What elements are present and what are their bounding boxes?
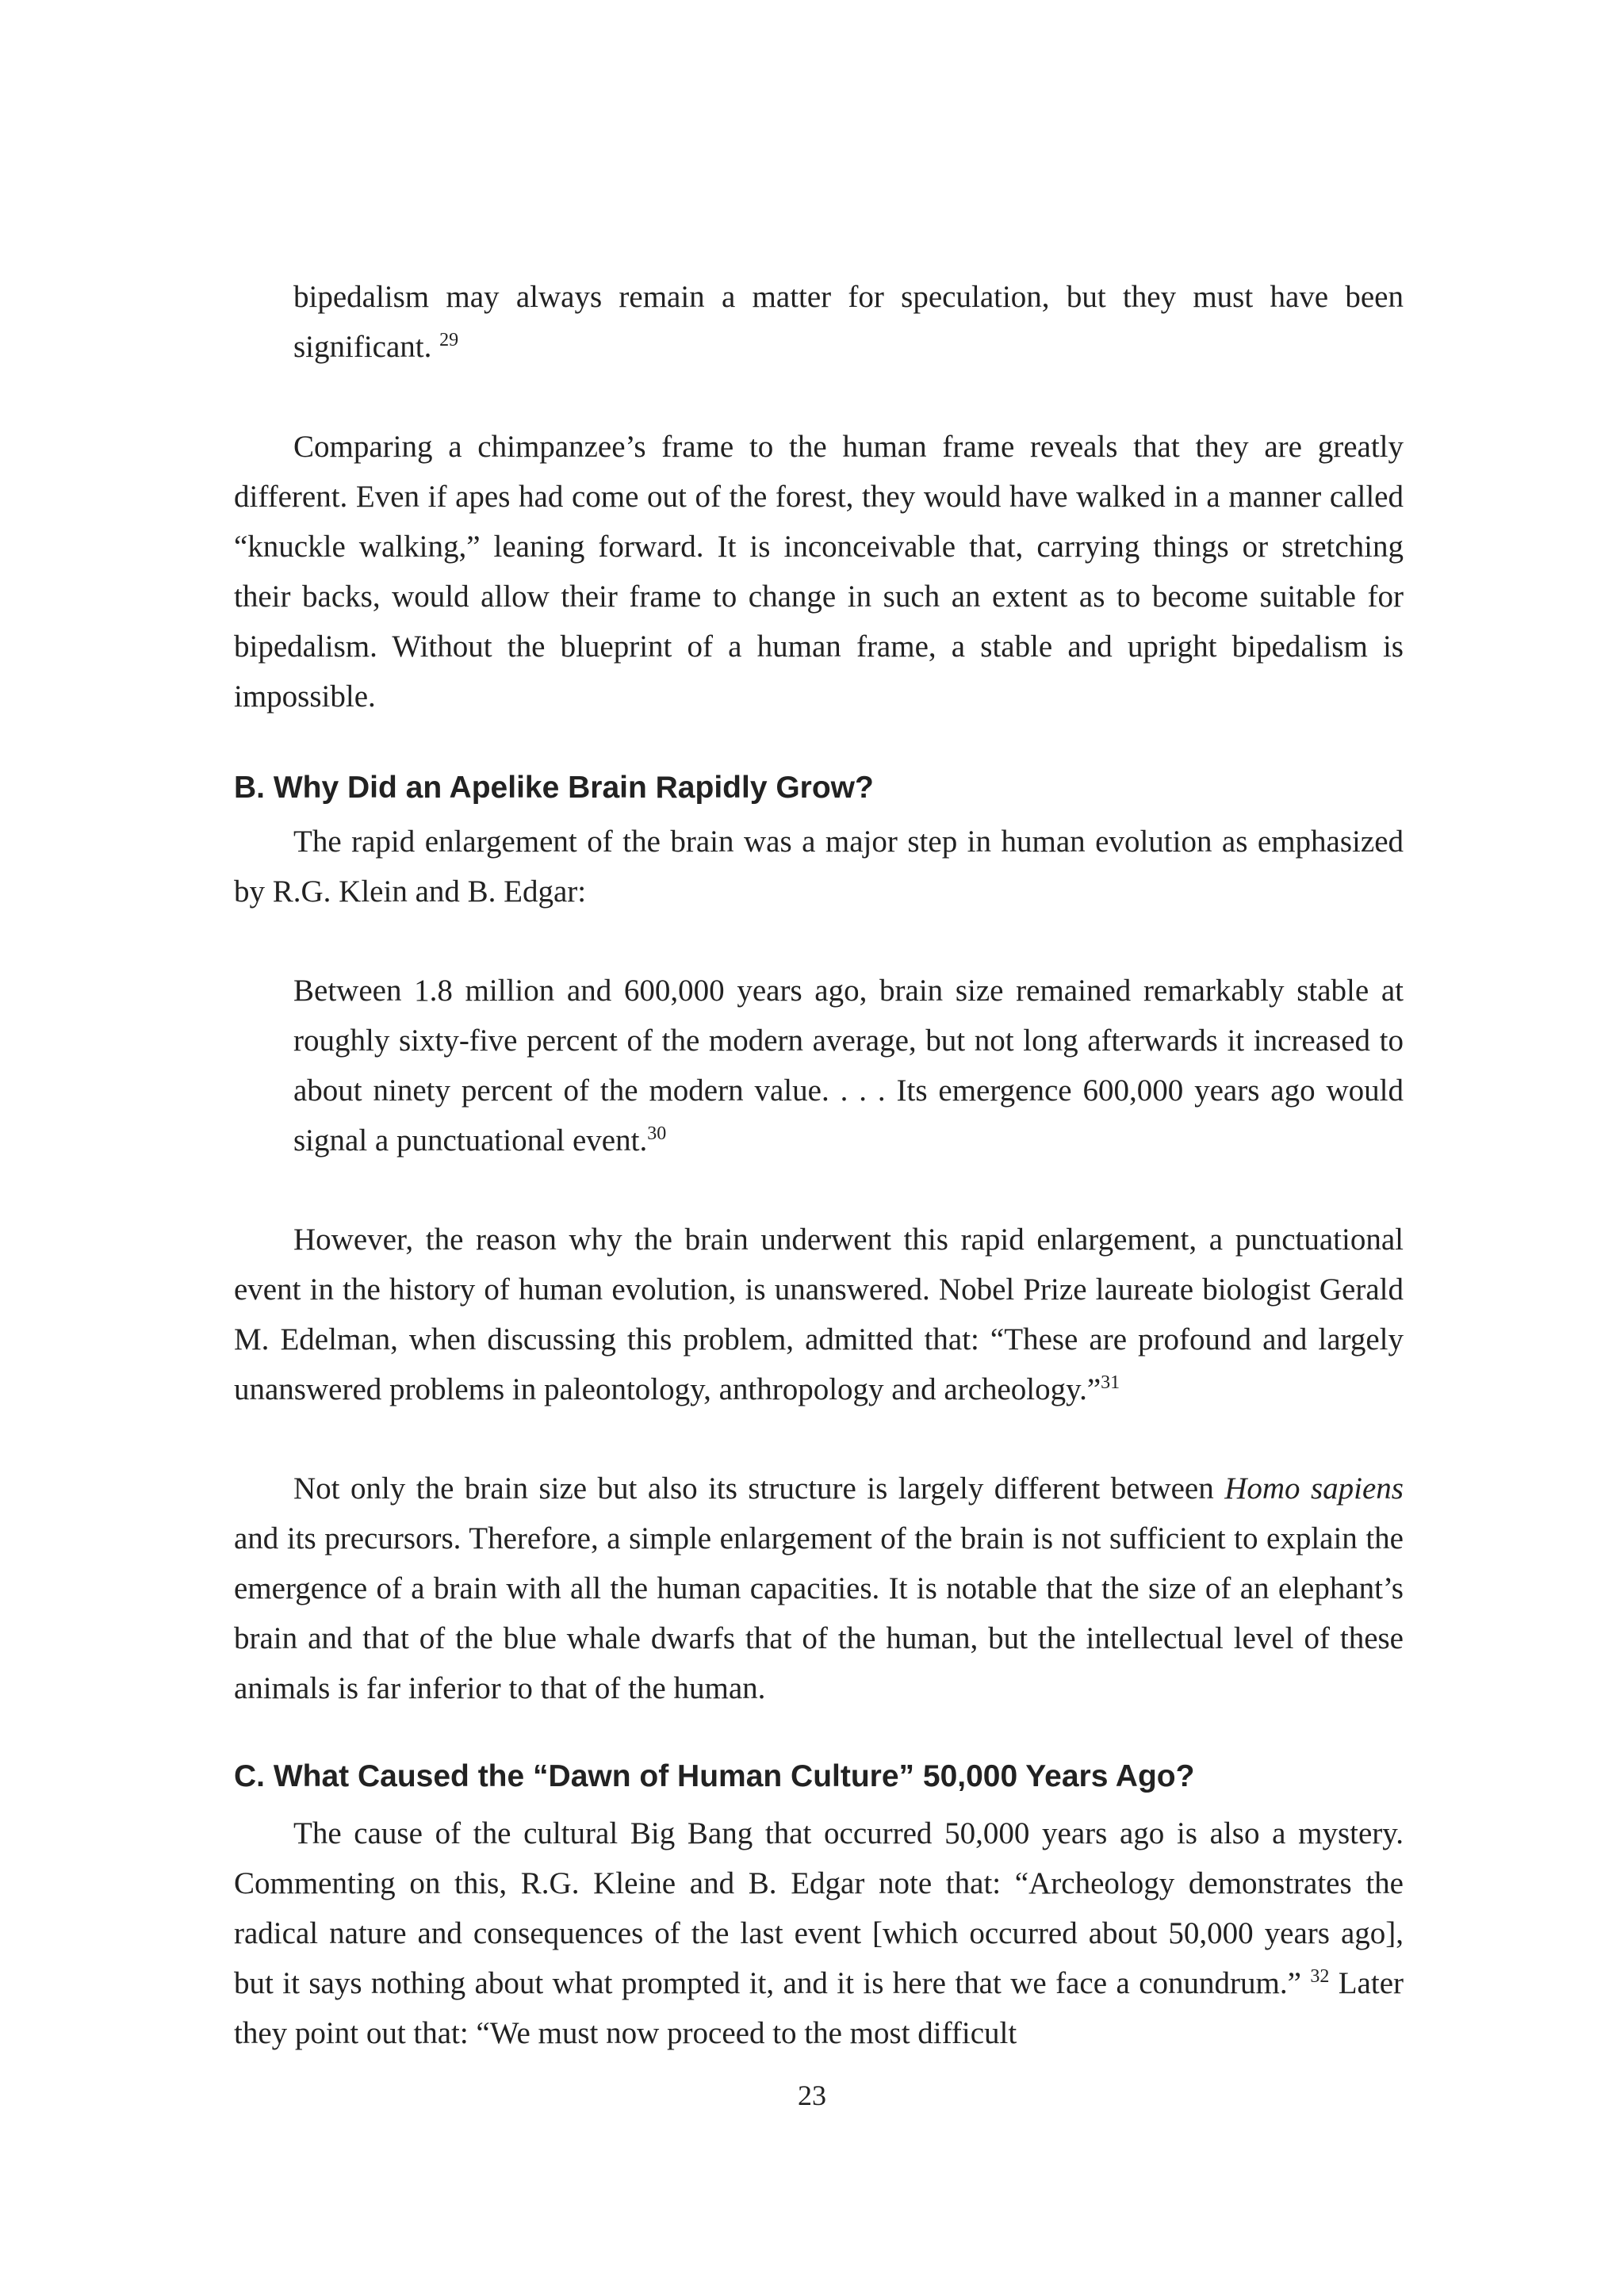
block-quote-1 xyxy=(293,272,1404,372)
footnote-ref-31[interactable]: 31 xyxy=(1101,1372,1120,1393)
footnote-ref-30[interactable]: 30 xyxy=(647,1123,667,1144)
paragraph-unanswered-reason-text: However, the reason why the brain underwent this rapid enlargement, a punctuational event in the history of human evolution, is unanswered. Nobel Prize laureate biologist Gerald M. Edelman, when discussing this problem, admitted that: “These are profound and largely unanswered problems in paleontology, anthropology and archeology.” xyxy=(234,1223,1404,1406)
section-heading-c: C. What Caused the “Dawn of Human Culture” 50,000 Years Ago? xyxy=(234,1759,1195,1793)
paragraph-cultural-big-bang xyxy=(234,1808,1404,2058)
paragraph-unanswered-reason xyxy=(234,1215,1404,1414)
section-heading-b: B. Why Did an Apelike Brain Rapidly Grow? xyxy=(234,771,874,805)
paragraph-brain-structure xyxy=(234,1464,1404,1713)
paragraph-chimpanzee-frame xyxy=(234,422,1404,721)
paragraph-brain-structure-text-1: Not only the brain size but also its structure is largely different between xyxy=(293,1471,1225,1506)
paragraph-brain-enlargement-text: The rapid enlargement of the brain was a major step in human evolution as emphasized by R.G. Klein and B. Edgar: xyxy=(234,825,1404,909)
paragraph-cultural-big-bang-text-1: The cause of the cultural Big Bang that occurred 50,000 years ago is also a mystery. Commenting on this, R.G. Kleine and B. Edgar note that: “Archeology demonstrates the radical nature and consequences of the last event [which occurred about 50,000 years ago], but it says nothing about what prompted it, and it is here that we face a conundrum.” xyxy=(234,1816,1404,2000)
paragraph-brain-enlargement xyxy=(234,817,1404,916)
paragraph-brain-structure-text-2: and its precursors. Therefore, a simple enlargement of the brain is not sufficient to explain the emergence of a brain with all the human capacities. It is notable that the size of an elephant’s brain and that of the blue whale dwarfs that of the human, but the intellectual level of these animals is far inferior to that of the human. xyxy=(234,1521,1404,1705)
paragraph-cultural-big-bang-text-2: Later they point out that: “We must now proceed to the most difficult xyxy=(234,1966,1404,2050)
block-quote-1-text: bipedalism may always remain a matter for speculation, but they must have been significant. xyxy=(293,280,1404,364)
block-quote-2 xyxy=(293,966,1404,1165)
footnote-ref-29[interactable]: 29 xyxy=(439,330,459,350)
page-number: 23 xyxy=(798,2080,826,2111)
species-name-italic: Homo sapiens xyxy=(1224,1471,1404,1506)
block-quote-2-text: Between 1.8 million and 600,000 years ago, brain size remained remarkably stable at roughly sixty-five percent of the modern average, but not long afterwards it increased to about ninety percent of the modern value. . . . Its emergence 600,000 years ago would signal a punctuational event. xyxy=(293,974,1404,1158)
paragraph-chimpanzee-frame-text: Comparing a chimpanzee’s frame to the human frame reveals that they are greatly different. Even if apes had come out of the forest, they would have walked in a manner called “knuckle walking,” leaning forward. It is inconceivable that, carrying things or stretching their backs, would allow their frame to change in such an extent as to become suitable for bipedalism. Without the blueprint of a human frame, a stable and upright bipedalism is impossible. xyxy=(234,430,1404,714)
footnote-ref-32[interactable]: 32 xyxy=(1310,1966,1330,1987)
